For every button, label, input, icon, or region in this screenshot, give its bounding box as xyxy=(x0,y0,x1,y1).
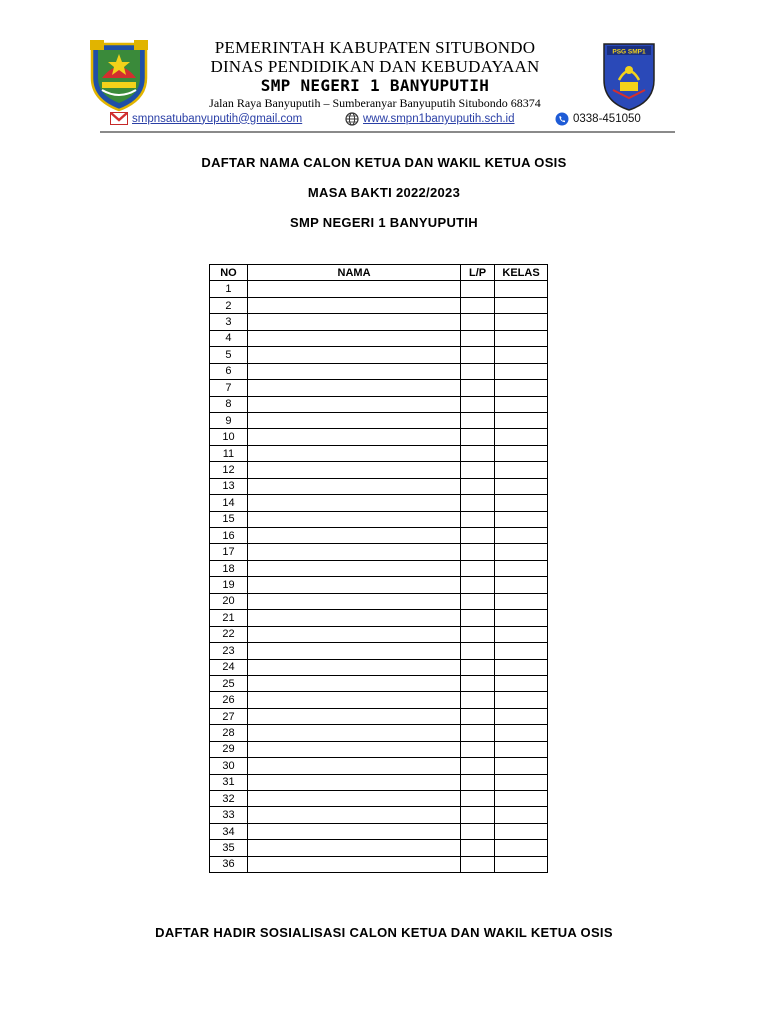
table-body xyxy=(210,281,548,873)
cell-kelas[interactable] xyxy=(495,396,548,412)
cell-lp[interactable] xyxy=(461,478,495,494)
cell-lp[interactable] xyxy=(461,741,495,757)
gmail-icon xyxy=(110,112,128,125)
cell-no: 4 xyxy=(210,330,248,346)
cell-no: 12 xyxy=(210,462,248,478)
cell-no: 10 xyxy=(210,429,248,445)
cell-lp[interactable] xyxy=(461,659,495,675)
table-row xyxy=(210,626,548,642)
cell-lp[interactable] xyxy=(461,807,495,823)
letterhead-address: Jalan Raya Banyuputih – Sumberanyar Banyuputih Situbondo 68374 xyxy=(209,96,541,110)
cell-lp[interactable] xyxy=(461,840,495,856)
cell-nama[interactable] xyxy=(247,807,460,823)
email-link[interactable]: smpnsatubanyuputih@gmail.com xyxy=(132,112,303,125)
cell-lp[interactable] xyxy=(461,396,495,412)
table-row xyxy=(210,396,548,412)
document-period: MASA BAKTI 2022/2023 xyxy=(307,185,461,200)
table-row xyxy=(210,659,548,675)
cell-nama[interactable] xyxy=(247,363,460,379)
table-row xyxy=(210,840,548,856)
cell-kelas[interactable] xyxy=(495,610,548,626)
cell-kelas[interactable] xyxy=(495,807,548,823)
cell-no: 7 xyxy=(210,380,248,396)
cell-kelas[interactable] xyxy=(495,511,548,527)
table-row xyxy=(210,347,548,363)
cell-nama[interactable] xyxy=(247,708,460,724)
cell-lp[interactable] xyxy=(461,610,495,626)
header-divider xyxy=(100,131,675,133)
contact-website xyxy=(345,112,515,126)
cell-nama[interactable] xyxy=(247,528,460,544)
cell-lp[interactable] xyxy=(461,577,495,593)
table-row xyxy=(210,675,548,691)
cell-no: 16 xyxy=(210,528,248,544)
cell-no: 15 xyxy=(210,511,248,527)
cell-no: 8 xyxy=(210,396,248,412)
document-title: DAFTAR NAMA CALON KETUA DAN WAKIL KETUA OSIS xyxy=(201,155,567,170)
letterhead-school: SMP NEGERI 1 BANYUPUTIH xyxy=(260,76,490,95)
table-row xyxy=(210,495,548,511)
school-emblem-logo xyxy=(601,40,657,112)
table-row xyxy=(210,314,548,330)
cell-lp[interactable] xyxy=(461,560,495,576)
cell-nama[interactable] xyxy=(247,593,460,609)
cell-lp[interactable] xyxy=(461,626,495,642)
cell-kelas[interactable] xyxy=(495,758,548,774)
table-row xyxy=(210,478,548,494)
table-row xyxy=(210,544,548,560)
table-row xyxy=(210,807,548,823)
letterhead xyxy=(160,38,590,111)
table-row xyxy=(210,593,548,609)
cell-nama[interactable] xyxy=(247,560,460,576)
cell-no: 9 xyxy=(210,412,248,428)
cell-kelas[interactable] xyxy=(495,429,548,445)
candidate-table xyxy=(209,264,548,873)
regency-emblem-logo xyxy=(88,38,150,112)
cell-no: 24 xyxy=(210,659,248,675)
table-row xyxy=(210,281,548,297)
cell-no: 33 xyxy=(210,807,248,823)
table-row xyxy=(210,330,548,346)
cell-lp[interactable] xyxy=(461,725,495,741)
contact-bar xyxy=(100,110,675,130)
cell-nama[interactable] xyxy=(247,856,460,872)
cell-kelas[interactable] xyxy=(495,544,548,560)
cell-lp[interactable] xyxy=(461,708,495,724)
cell-no: 13 xyxy=(210,478,248,494)
cell-kelas[interactable] xyxy=(495,528,548,544)
table-row xyxy=(210,429,548,445)
cell-no: 14 xyxy=(210,495,248,511)
cell-no: 29 xyxy=(210,741,248,757)
cell-nama[interactable] xyxy=(247,347,460,363)
cell-kelas[interactable] xyxy=(495,462,548,478)
header-lp: L/P xyxy=(461,265,495,281)
cell-lp[interactable] xyxy=(461,528,495,544)
table-row xyxy=(210,725,548,741)
table-row xyxy=(210,511,548,527)
letterhead-government: PEMERINTAH KABUPATEN SITUBONDO xyxy=(214,38,536,57)
cell-no: 25 xyxy=(210,675,248,691)
cell-kelas[interactable] xyxy=(495,445,548,461)
cell-nama[interactable] xyxy=(247,758,460,774)
cell-kelas[interactable] xyxy=(495,643,548,659)
cell-nama[interactable] xyxy=(247,445,460,461)
cell-lp[interactable] xyxy=(461,429,495,445)
contact-email xyxy=(110,112,302,125)
cell-lp[interactable] xyxy=(461,856,495,872)
cell-lp[interactable] xyxy=(461,462,495,478)
table-row xyxy=(210,758,548,774)
cell-kelas[interactable] xyxy=(495,692,548,708)
document-school: SMP NEGERI 1 BANYUPUTIH xyxy=(290,215,478,230)
cell-nama[interactable] xyxy=(247,478,460,494)
cell-no: 1 xyxy=(210,281,248,297)
table-row xyxy=(210,741,548,757)
cell-kelas[interactable] xyxy=(495,380,548,396)
phone-number: 0338-451050 xyxy=(573,113,641,125)
cell-lp[interactable] xyxy=(461,495,495,511)
table-row xyxy=(210,445,548,461)
table-row xyxy=(210,577,548,593)
cell-nama[interactable] xyxy=(247,610,460,626)
cell-no: 22 xyxy=(210,626,248,642)
header-no: NO xyxy=(210,265,248,281)
cell-kelas[interactable] xyxy=(495,347,548,363)
cell-nama[interactable] xyxy=(247,626,460,642)
contact-phone xyxy=(555,112,641,126)
cell-kelas[interactable] xyxy=(495,297,548,313)
cell-no: 28 xyxy=(210,725,248,741)
cell-nama[interactable] xyxy=(247,791,460,807)
cell-nama[interactable] xyxy=(247,774,460,790)
table-row xyxy=(210,643,548,659)
table-row xyxy=(210,692,548,708)
cell-lp[interactable] xyxy=(461,544,495,560)
cell-kelas[interactable] xyxy=(495,675,548,691)
cell-lp[interactable] xyxy=(461,758,495,774)
cell-no: 35 xyxy=(210,840,248,856)
cell-nama[interactable] xyxy=(247,840,460,856)
cell-no: 6 xyxy=(210,363,248,379)
cell-no: 19 xyxy=(210,577,248,593)
cell-no: 21 xyxy=(210,610,248,626)
cell-lp[interactable] xyxy=(461,593,495,609)
table-row xyxy=(210,363,548,379)
cell-kelas[interactable] xyxy=(495,412,548,428)
cell-no: 20 xyxy=(210,593,248,609)
cell-lp[interactable] xyxy=(461,445,495,461)
header-kelas: KELAS xyxy=(495,265,548,281)
cell-nama[interactable] xyxy=(247,741,460,757)
cell-no: 32 xyxy=(210,791,248,807)
cell-nama[interactable] xyxy=(247,396,460,412)
cell-no: 36 xyxy=(210,856,248,872)
school-emblem-text: PSG SMP1 xyxy=(612,48,646,56)
cell-no: 34 xyxy=(210,823,248,839)
cell-kelas[interactable] xyxy=(495,791,548,807)
cell-nama[interactable] xyxy=(247,281,460,297)
globe-icon xyxy=(345,112,359,126)
cell-lp[interactable] xyxy=(461,791,495,807)
cell-lp[interactable] xyxy=(461,347,495,363)
cell-lp[interactable] xyxy=(461,281,495,297)
cell-no: 23 xyxy=(210,643,248,659)
cell-no: 31 xyxy=(210,774,248,790)
phone-icon xyxy=(555,112,569,126)
cell-kelas[interactable] xyxy=(495,478,548,494)
cell-kelas[interactable] xyxy=(495,659,548,675)
cell-nama[interactable] xyxy=(247,577,460,593)
cell-kelas[interactable] xyxy=(495,626,548,642)
cell-lp[interactable] xyxy=(461,675,495,691)
cell-kelas[interactable] xyxy=(495,856,548,872)
table-row xyxy=(210,412,548,428)
cell-nama[interactable] xyxy=(247,297,460,313)
table-row xyxy=(210,708,548,724)
cell-nama[interactable] xyxy=(247,544,460,560)
cell-no: 18 xyxy=(210,560,248,576)
cell-nama[interactable] xyxy=(247,692,460,708)
cell-nama[interactable] xyxy=(247,314,460,330)
table-row xyxy=(210,462,548,478)
cell-kelas[interactable] xyxy=(495,281,548,297)
cell-no: 5 xyxy=(210,347,248,363)
cell-nama[interactable] xyxy=(247,429,460,445)
cell-kelas[interactable] xyxy=(495,774,548,790)
header-nama: NAMA xyxy=(247,265,460,281)
table-row xyxy=(210,560,548,576)
cell-lp[interactable] xyxy=(461,363,495,379)
website-link[interactable]: www.smpn1banyuputih.sch.id xyxy=(363,113,515,125)
cell-kelas[interactable] xyxy=(495,560,548,576)
cell-nama[interactable] xyxy=(247,495,460,511)
cell-no: 17 xyxy=(210,544,248,560)
cell-kelas[interactable] xyxy=(495,741,548,757)
cell-no: 26 xyxy=(210,692,248,708)
cell-nama[interactable] xyxy=(247,511,460,527)
cell-nama[interactable] xyxy=(247,659,460,675)
cell-kelas[interactable] xyxy=(495,593,548,609)
cell-nama[interactable] xyxy=(247,380,460,396)
cell-lp[interactable] xyxy=(461,330,495,346)
table-header-row xyxy=(210,265,548,281)
table-row xyxy=(210,856,548,872)
table-row xyxy=(210,380,548,396)
table-row xyxy=(210,823,548,839)
cell-nama[interactable] xyxy=(247,643,460,659)
cell-lp[interactable] xyxy=(461,692,495,708)
cell-lp[interactable] xyxy=(461,511,495,527)
cell-nama[interactable] xyxy=(247,462,460,478)
cell-no: 3 xyxy=(210,314,248,330)
cell-nama[interactable] xyxy=(247,412,460,428)
table-row xyxy=(210,791,548,807)
table-row xyxy=(210,774,548,790)
cell-kelas[interactable] xyxy=(495,708,548,724)
table-row xyxy=(210,528,548,544)
cell-no: 11 xyxy=(210,445,248,461)
table-row xyxy=(210,297,548,313)
cell-nama[interactable] xyxy=(247,330,460,346)
table-row xyxy=(210,610,548,626)
cell-lp[interactable] xyxy=(461,297,495,313)
cell-nama[interactable] xyxy=(247,675,460,691)
cell-kelas[interactable] xyxy=(495,495,548,511)
cell-kelas[interactable] xyxy=(495,314,548,330)
cell-no: 27 xyxy=(210,708,248,724)
cell-kelas[interactable] xyxy=(495,823,548,839)
cell-kelas[interactable] xyxy=(495,725,548,741)
cell-kelas[interactable] xyxy=(495,363,548,379)
cell-nama[interactable] xyxy=(247,823,460,839)
attendance-title: DAFTAR HADIR SOSIALISASI CALON KETUA DAN WAKIL KETUA OSIS xyxy=(155,925,613,940)
cell-lp[interactable] xyxy=(461,774,495,790)
cell-lp[interactable] xyxy=(461,314,495,330)
cell-kelas[interactable] xyxy=(495,330,548,346)
cell-lp[interactable] xyxy=(461,823,495,839)
cell-no: 2 xyxy=(210,297,248,313)
cell-kelas[interactable] xyxy=(495,840,548,856)
cell-nama[interactable] xyxy=(247,725,460,741)
cell-lp[interactable] xyxy=(461,380,495,396)
cell-no: 30 xyxy=(210,758,248,774)
cell-lp[interactable] xyxy=(461,643,495,659)
cell-kelas[interactable] xyxy=(495,577,548,593)
letterhead-department: DINAS PENDIDIKAN DAN KEBUDAYAAN xyxy=(210,57,540,76)
cell-lp[interactable] xyxy=(461,412,495,428)
